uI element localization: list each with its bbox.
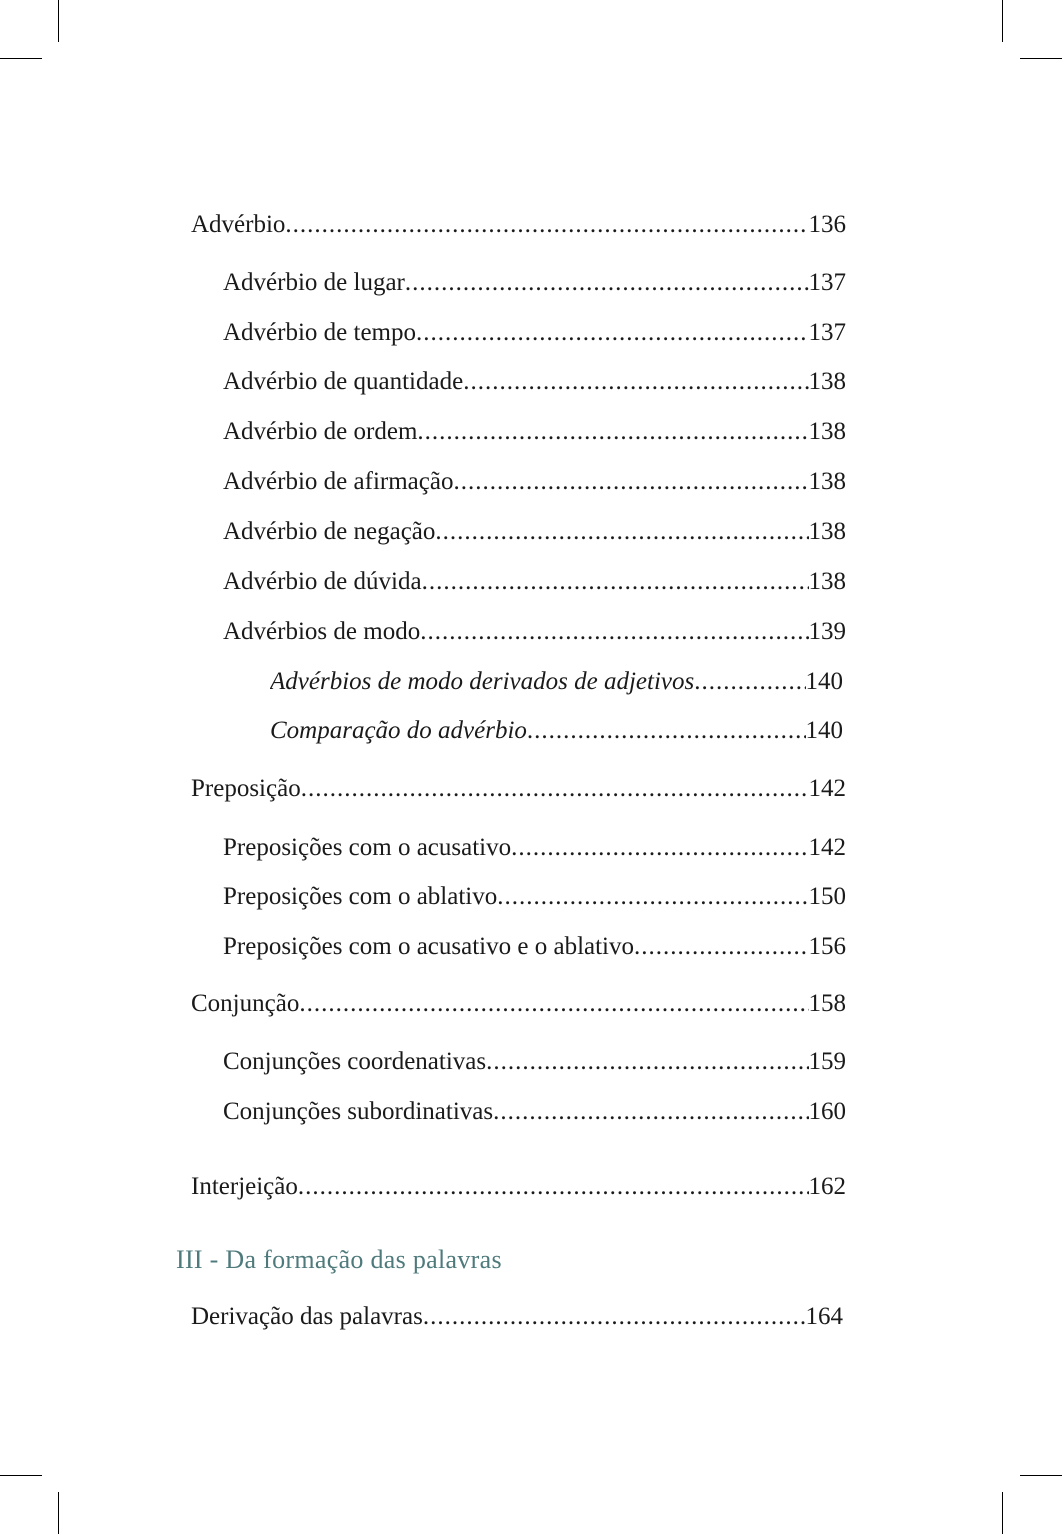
toc-entry-page: 138: [808, 518, 846, 545]
toc-entry-page: 156: [808, 933, 846, 960]
toc-entry-adverbio[interactable]: [191, 211, 846, 239]
toc-entry-adverbio-de-tempo[interactable]: [223, 319, 846, 347]
dot-leader: [299, 990, 808, 1018]
dot-leader: [405, 269, 809, 297]
toc-entry-page: 140: [805, 717, 843, 744]
toc-entry-adverbios-de-modo-derivados[interactable]: [270, 668, 843, 696]
toc-entry-label: Advérbio de negação: [223, 518, 436, 545]
dot-leader: [417, 418, 808, 446]
toc-entry-label: Advérbio de dúvida: [223, 568, 422, 595]
toc-entry-interjeicao[interactable]: [191, 1173, 846, 1201]
crop-mark-top-left-v: [58, 0, 59, 42]
toc-entry-comparacao-do-adverbio[interactable]: [270, 717, 843, 745]
dot-leader: [285, 211, 808, 239]
toc-entry-label: Preposições com o acusativo: [223, 834, 512, 861]
toc-entry-page: 159: [808, 1048, 846, 1075]
toc-entry-adverbio-de-negacao[interactable]: [223, 518, 846, 546]
toc-entry-label: Comparação do advérbio: [270, 717, 527, 744]
crop-mark-bottom-right-h: [1020, 1475, 1062, 1476]
toc-entry-label: Conjunções coordenativas: [223, 1048, 487, 1075]
toc-entry-label: Conjunções subordinativas: [223, 1098, 494, 1125]
toc-entry-page: 142: [808, 834, 846, 861]
dot-leader: [694, 668, 805, 696]
crop-mark-bottom-left-v: [58, 1492, 59, 1534]
toc-entry-adverbio-de-duvida[interactable]: [223, 568, 846, 596]
dot-leader: [634, 933, 809, 961]
crop-mark-bottom-right-v: [1002, 1492, 1003, 1534]
toc-entry-conjuncao[interactable]: [191, 990, 846, 1018]
toc-entry-label: Preposições com o acusativo e o ablativo: [223, 933, 634, 960]
toc-entry-label: Advérbio de afirmação: [223, 468, 454, 495]
dot-leader: [416, 319, 808, 347]
toc-entry-label: Advérbio de ordem: [223, 418, 418, 445]
dot-leader: [420, 618, 808, 646]
toc-entry-page: 138: [808, 368, 846, 395]
toc-entry-adverbio-de-ordem[interactable]: [223, 418, 846, 446]
toc-entry-page: 158: [808, 990, 846, 1017]
toc-entry-page: 164: [805, 1303, 843, 1330]
dot-leader: [511, 834, 808, 862]
toc-entry-label: Interjeição: [191, 1173, 298, 1200]
toc-entry-label: Advérbio de quantidade: [223, 368, 464, 395]
crop-mark-top-left-h: [0, 58, 42, 59]
dot-leader: [493, 1098, 808, 1126]
dot-leader: [298, 1173, 809, 1201]
dot-leader: [435, 518, 808, 546]
dot-leader: [527, 717, 806, 745]
toc-entry-derivacao-das-palavras[interactable]: [191, 1303, 843, 1331]
toc-entry-page: 138: [808, 418, 846, 445]
toc-entry-page: 137: [808, 319, 846, 346]
toc-entry-page: 138: [808, 468, 846, 495]
toc-entry-preposicoes-acusativo-ablativo[interactable]: [223, 933, 846, 961]
toc-entry-label: Preposições com o ablativo: [223, 883, 498, 910]
toc-entry-page: 137: [808, 269, 846, 296]
toc-entry-conjuncoes-subordinativas[interactable]: [223, 1098, 846, 1126]
toc-entry-label: Advérbio: [191, 211, 286, 238]
toc-entry-page: 142: [808, 775, 846, 802]
toc-entry-adverbio-de-lugar[interactable]: [223, 269, 846, 297]
toc-entry-adverbio-de-afirmacao[interactable]: [223, 468, 846, 496]
toc-entry-label: Advérbios de modo: [223, 618, 421, 645]
toc-entry-label: Advérbio de lugar: [223, 269, 405, 296]
toc-entry-preposicoes-acusativo[interactable]: [223, 834, 846, 862]
dot-leader: [497, 883, 808, 911]
toc-entry-page: 160: [808, 1098, 846, 1125]
toc-entry-label: Derivação das palavras: [191, 1303, 423, 1330]
toc-entry-label: Advérbio de tempo: [223, 319, 417, 346]
dot-leader: [423, 1303, 806, 1331]
toc-entry-page: 150: [808, 883, 846, 910]
crop-mark-top-right-v: [1002, 0, 1003, 42]
toc-entry-adverbios-de-modo[interactable]: [223, 618, 846, 646]
toc-entry-page: 136: [808, 211, 846, 238]
dot-leader: [422, 568, 809, 596]
dot-leader: [486, 1048, 808, 1076]
toc-entry-label: Preposição: [191, 775, 301, 802]
crop-mark-bottom-left-h: [0, 1475, 42, 1476]
toc-entry-page: 139: [808, 618, 846, 645]
toc-entry-label: Conjunção: [191, 990, 300, 1017]
toc-entry-label: Advérbios de modo derivados de adjetivos: [270, 668, 695, 695]
toc-entry-preposicao[interactable]: [191, 775, 846, 803]
crop-mark-top-right-h: [1020, 58, 1062, 59]
toc-entry-page: 140: [805, 668, 843, 695]
section-heading: III - Da formação das palavras: [176, 1245, 502, 1274]
toc-entry-conjuncoes-coordenativas[interactable]: [223, 1048, 846, 1076]
dot-leader: [463, 368, 808, 396]
toc-entry-page: 162: [808, 1173, 846, 1200]
toc-entry-page: 138: [808, 568, 846, 595]
dot-leader: [453, 468, 808, 496]
toc-entry-preposicoes-ablativo[interactable]: [223, 883, 846, 911]
dot-leader: [301, 775, 809, 803]
toc-entry-adverbio-de-quantidade[interactable]: [223, 368, 846, 396]
